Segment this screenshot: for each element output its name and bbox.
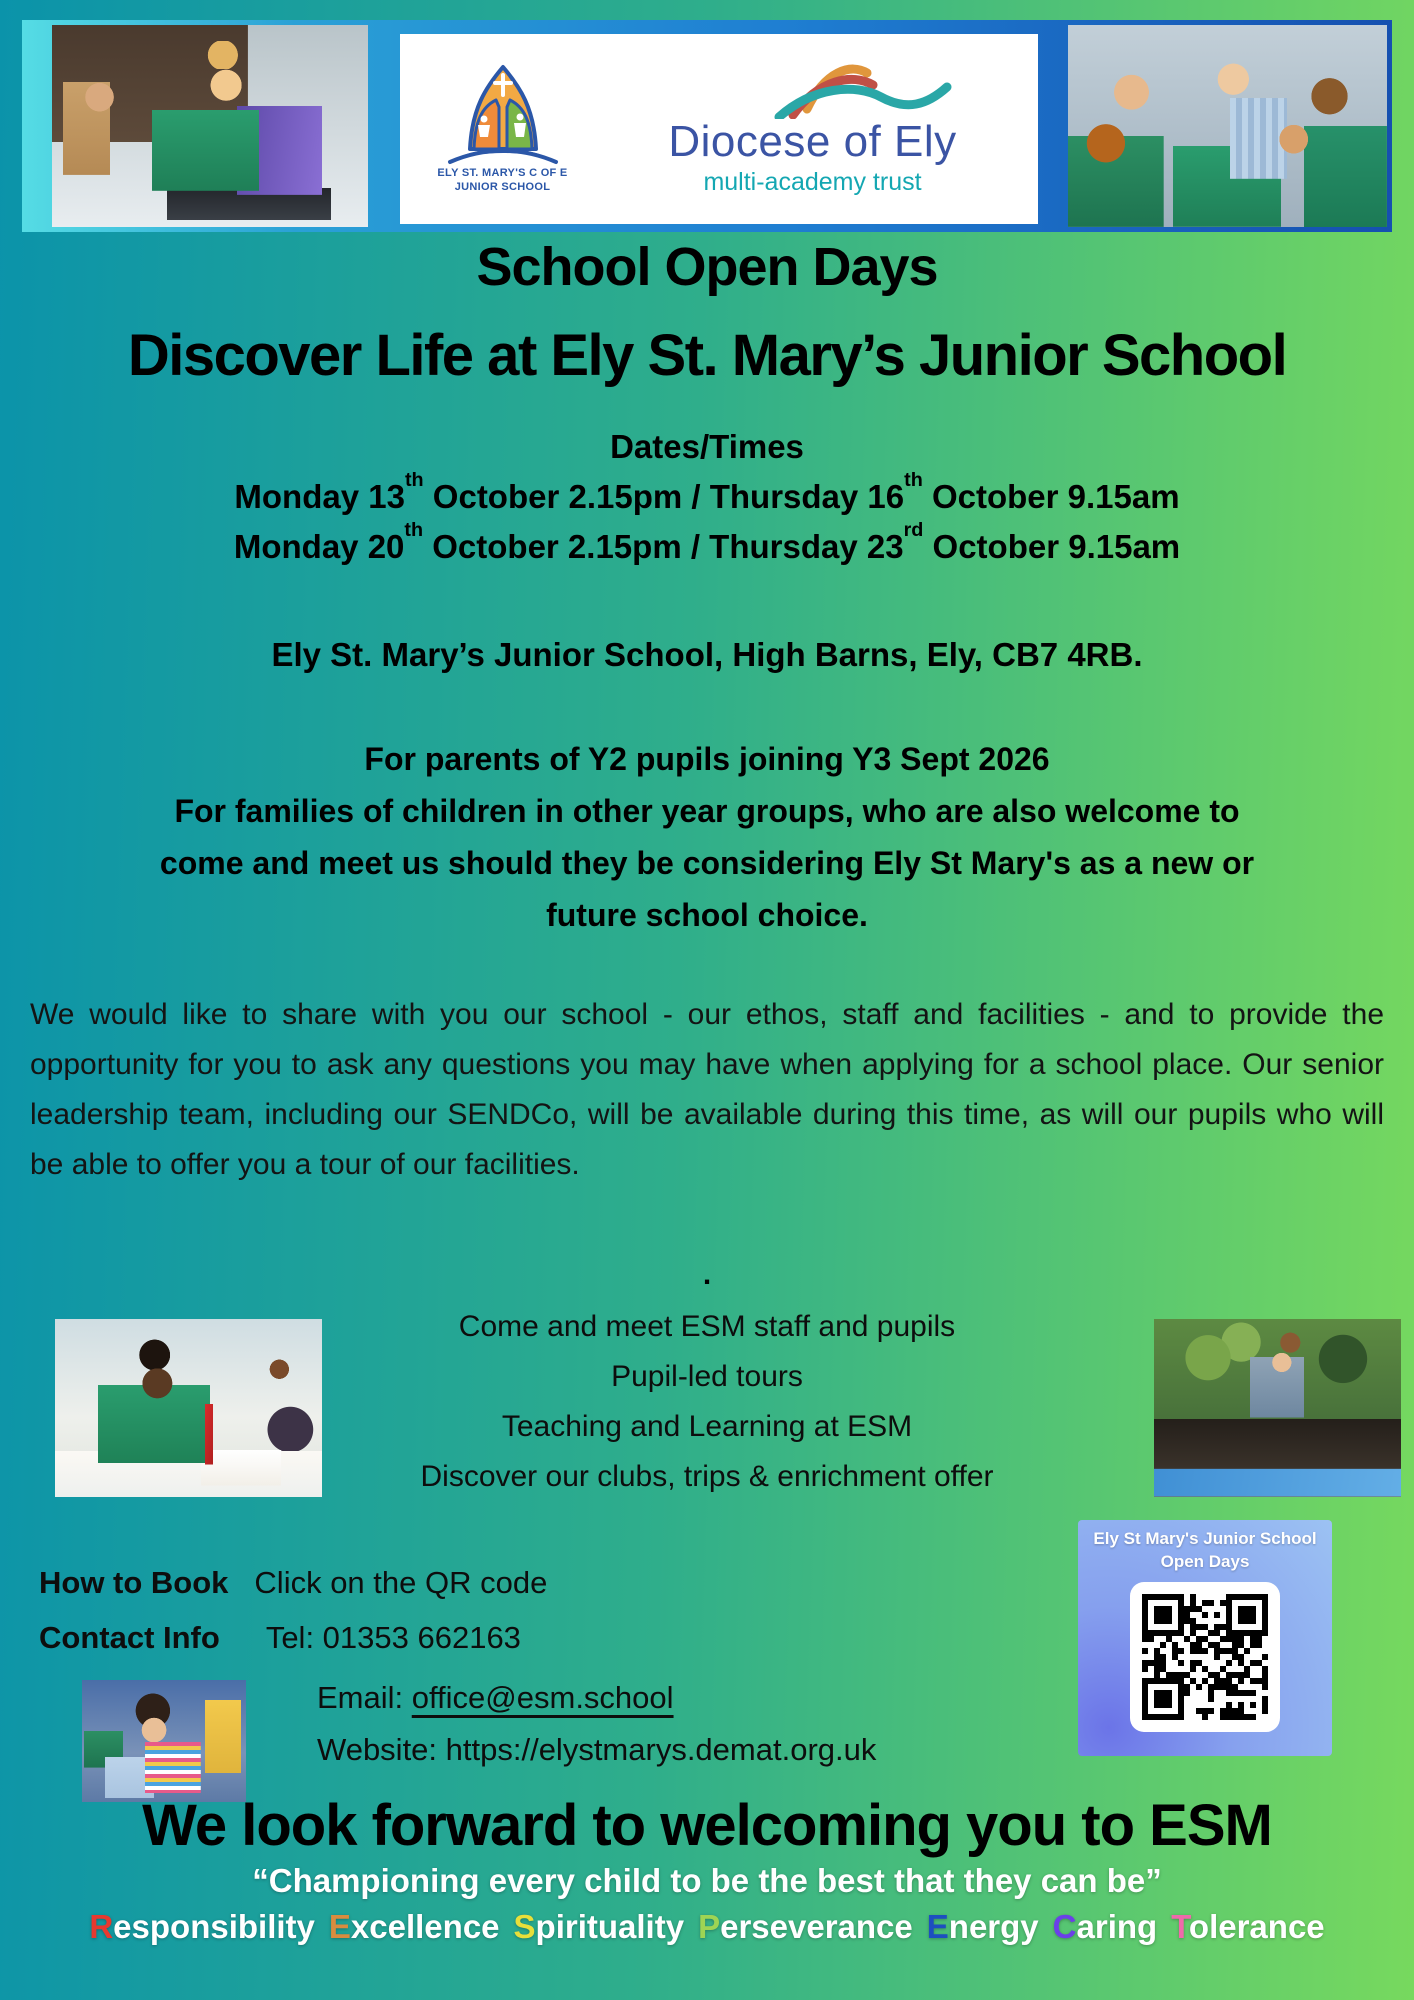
page-subtitle: Discover Life at Ely St. Mary’s Junior School bbox=[127, 323, 1287, 388]
email-link[interactable]: office@esm.school bbox=[411, 1680, 674, 1715]
qr-panel-title: Ely St Mary's Junior School Open Days bbox=[1093, 1529, 1317, 1571]
highlight-item: Discover our clubs, trips & enrichment offer bbox=[420, 1460, 994, 1493]
audience-info bbox=[0, 733, 1414, 941]
photo-pupil-reading bbox=[82, 1680, 246, 1802]
audience-line3: come and meet us should they be considering Ely St Mary's as a new or bbox=[159, 845, 1255, 881]
school-crest-icon bbox=[444, 63, 562, 167]
diocese-subtitle: multi-academy trust bbox=[703, 167, 922, 196]
how-to-book-value: Click on the QR code bbox=[254, 1565, 548, 1600]
website-link[interactable]: Website: https://elystmarys.demat.org.uk bbox=[317, 1732, 877, 1767]
photo-children-laptop bbox=[52, 25, 368, 227]
highlight-item: Teaching and Learning at ESM bbox=[501, 1410, 913, 1443]
diocese-of-ely-logo bbox=[605, 61, 1038, 196]
qr-code[interactable] bbox=[1130, 1582, 1280, 1732]
date-line-1: Monday 13th October 2.15pm / Thursday 16th October 9.15am bbox=[234, 469, 1180, 515]
contact-info-row bbox=[39, 1620, 521, 1656]
value-word: Energy bbox=[926, 1908, 1039, 1945]
header-banner bbox=[22, 20, 1392, 232]
photo-pupil-outdoor-climb bbox=[1154, 1319, 1401, 1497]
separator-dot: . bbox=[702, 1258, 712, 1291]
school-crest-logo bbox=[400, 63, 605, 195]
school-motto: “Championing every child to be the best that they can be” bbox=[252, 1862, 1162, 1899]
website-row bbox=[317, 1732, 876, 1768]
value-word: Tolerance bbox=[1171, 1908, 1325, 1945]
highlight-item: Pupil-led tours bbox=[611, 1360, 803, 1393]
page-title: School Open Days bbox=[476, 237, 938, 297]
value-word: Responsibility bbox=[89, 1908, 315, 1945]
highlight-item: Come and meet ESM staff and pupils bbox=[458, 1310, 956, 1343]
email-row bbox=[317, 1680, 674, 1716]
value-word: Perseverance bbox=[698, 1908, 913, 1945]
dates-heading: Dates/Times bbox=[610, 428, 804, 465]
diocese-swoosh-icon bbox=[755, 57, 955, 119]
qr-panel bbox=[1078, 1520, 1332, 1756]
audience-line1: For parents of Y2 pupils joining Y3 Sept 2026 bbox=[364, 741, 1050, 777]
value-word: Spirituality bbox=[513, 1908, 685, 1945]
how-to-book-label: How to Book bbox=[39, 1565, 229, 1600]
school-values bbox=[0, 1908, 1414, 1946]
school-address: Ely St. Mary’s Junior School, High Barns, Ely, CB7 4RB. bbox=[271, 636, 1143, 673]
date-line-2: Monday 20th October 2.15pm / Thursday 23rd October 9.15am bbox=[233, 519, 1181, 565]
how-to-book-row bbox=[39, 1565, 547, 1601]
email-label: Email: bbox=[317, 1680, 412, 1715]
closing-title: We look forward to welcoming you to ESM bbox=[142, 1793, 1272, 1858]
logo-panel bbox=[400, 34, 1038, 224]
qr-code-icon bbox=[1142, 1594, 1268, 1720]
contact-info-label: Contact Info bbox=[39, 1620, 220, 1655]
diocese-name: Diocese of Ely bbox=[668, 117, 957, 167]
value-word: Excellence bbox=[328, 1908, 500, 1945]
audience-line4: future school choice. bbox=[546, 897, 868, 933]
school-name-line1: ELY ST. MARY'S C OF E bbox=[437, 167, 568, 180]
telephone-number: Tel: 01353 662163 bbox=[265, 1620, 521, 1655]
school-name-line2: JUNIOR SCHOOL bbox=[454, 181, 551, 193]
audience-line2: For families of children in other year groups, who are also welcome to bbox=[174, 793, 1240, 829]
intro-paragraph: We would like to share with you our school - our ethos, staff and facilities - and to provide the opportunity for you to ask any questions you may have when applying for a school place. Our senior leadership team, including our SENDCo, will be available during this time, as will our pupils who will be able to offer you a tour of our facilities. bbox=[30, 998, 1384, 1181]
photo-children-assembly bbox=[1068, 25, 1387, 227]
value-word: Caring bbox=[1052, 1908, 1158, 1945]
